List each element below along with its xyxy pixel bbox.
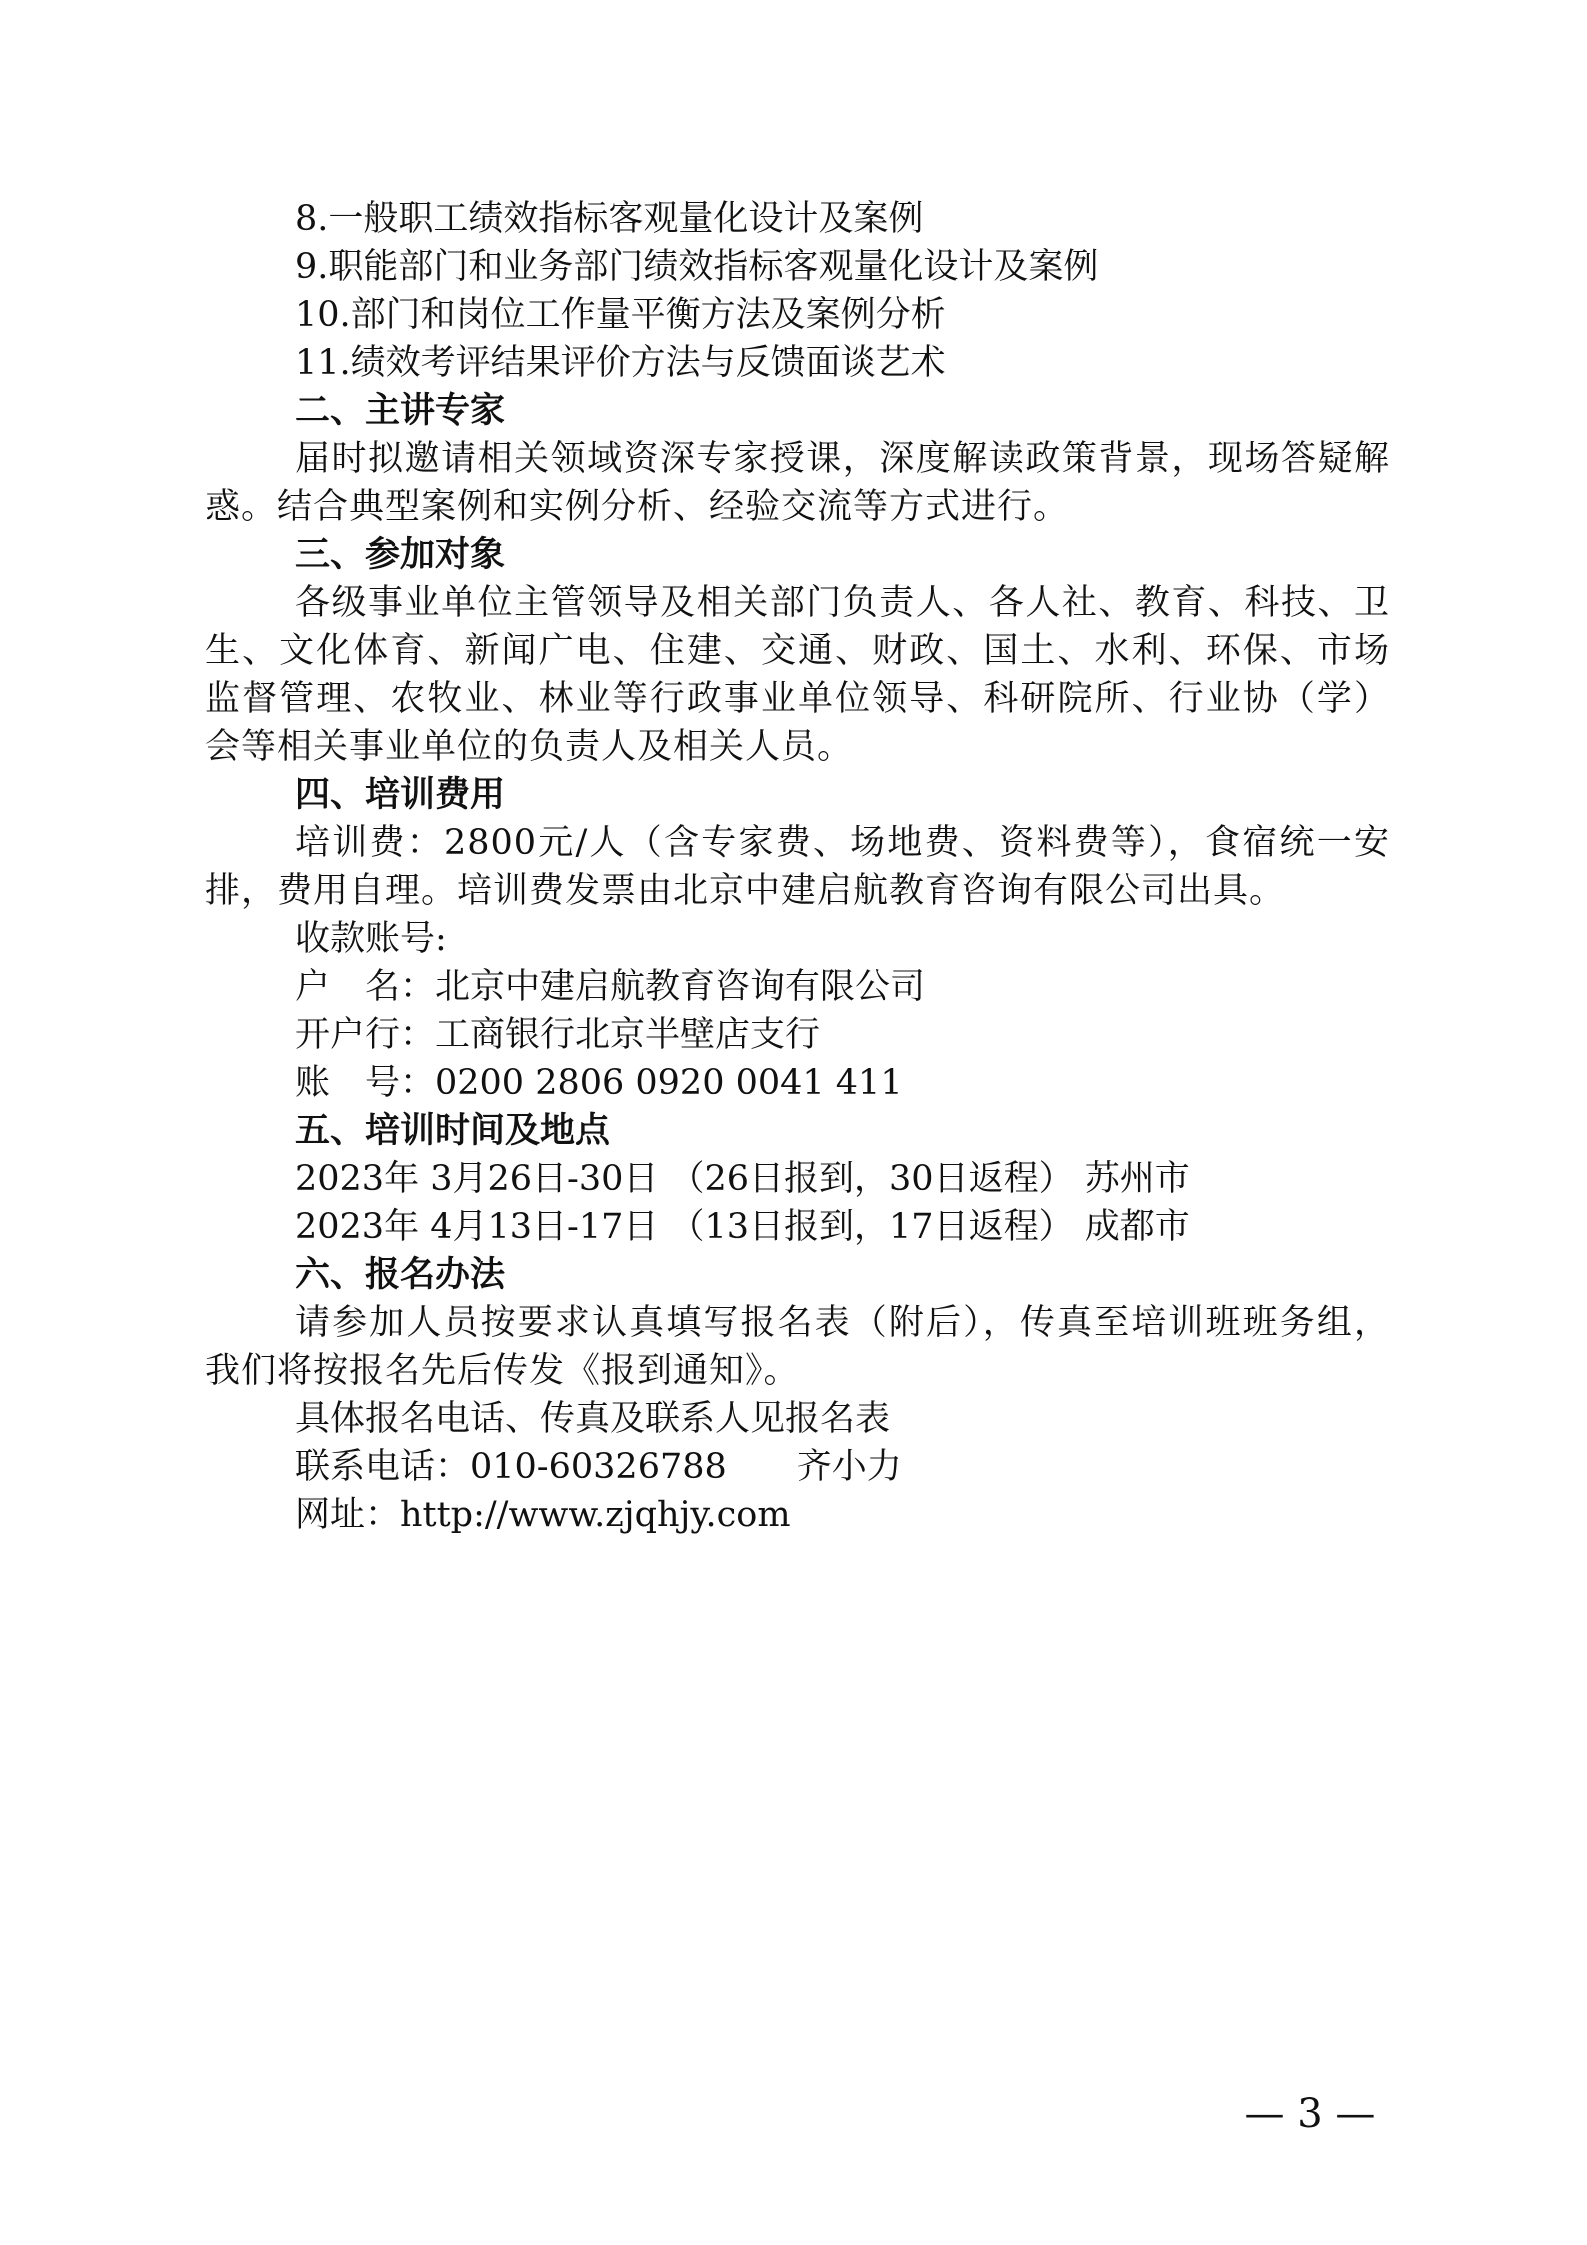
- account-label: 收款账号:: [295, 919, 447, 959]
- website-link[interactable]: 网址：http://www.zjqhjy.com: [295, 1495, 791, 1535]
- section-body-experts: 届时拟邀请相关领域资深专家授课，深度解读政策背景，现场答疑解惑。结合典型案例和实例分析、经验交流等方式进行。: [205, 439, 1390, 527]
- account-number: 账 号：0200 2806 0920 0041 411: [295, 1063, 903, 1103]
- section-heading-schedule: 五、培训时间及地点: [295, 1111, 611, 1151]
- contact-note: 具体报名电话、传真及联系人见报名表: [295, 1399, 891, 1439]
- account-name: 户 名：北京中建启航教育咨询有限公司: [295, 967, 926, 1007]
- contact-phone: 联系电话：010-60326788 齐小力: [295, 1447, 902, 1487]
- section-heading-experts: 二、主讲专家: [295, 391, 506, 431]
- section-heading-participants: 三、参加对象: [295, 535, 506, 575]
- list-item: 8.一般职工绩效指标客观量化设计及案例: [295, 199, 924, 239]
- list-item: 9.职能部门和业务部门绩效指标客观量化设计及案例: [295, 247, 1099, 287]
- section-heading-registration: 六、报名办法: [295, 1255, 506, 1295]
- account-bank: 开户行：工商银行北京半壁店支行: [295, 1015, 821, 1055]
- section-heading-fees: 四、培训费用: [295, 775, 506, 815]
- schedule-session: 2023年 4月13日-17日 （13日报到，17日返程） 成都市: [295, 1207, 1190, 1247]
- list-item: 11.绩效考评结果评价方法与反馈面谈艺术: [295, 343, 946, 383]
- schedule-session: 2023年 3月26日-30日 （26日报到，30日返程） 苏州市: [295, 1159, 1190, 1199]
- document-body: [205, 195, 1390, 1539]
- section-body-participants: 各级事业单位主管领导及相关部门负责人、各人社、教育、科技、卫生、文化体育、新闻广电、住建、交通、财政、国土、水利、环保、市场监督管理、农牧业、林业等行政事业单位领导、科研院所、行业协（学）会等相关事业单位的负责人及相关人员。: [205, 583, 1390, 767]
- section-body-fees: 培训费：2800元/人（含专家费、场地费、资料费等），食宿统一安排，费用自理。培训费发票由北京中建启航教育咨询有限公司出具。: [205, 823, 1390, 911]
- list-item: 10.部门和岗位工作量平衡方法及案例分析: [295, 295, 946, 335]
- section-body-registration: 请参加人员按要求认真填写报名表（附后），传真至培训班班务组，我们将按报名先后传发《报到通知》。: [205, 1303, 1390, 1391]
- page-number: — 3 —: [1244, 2091, 1376, 2137]
